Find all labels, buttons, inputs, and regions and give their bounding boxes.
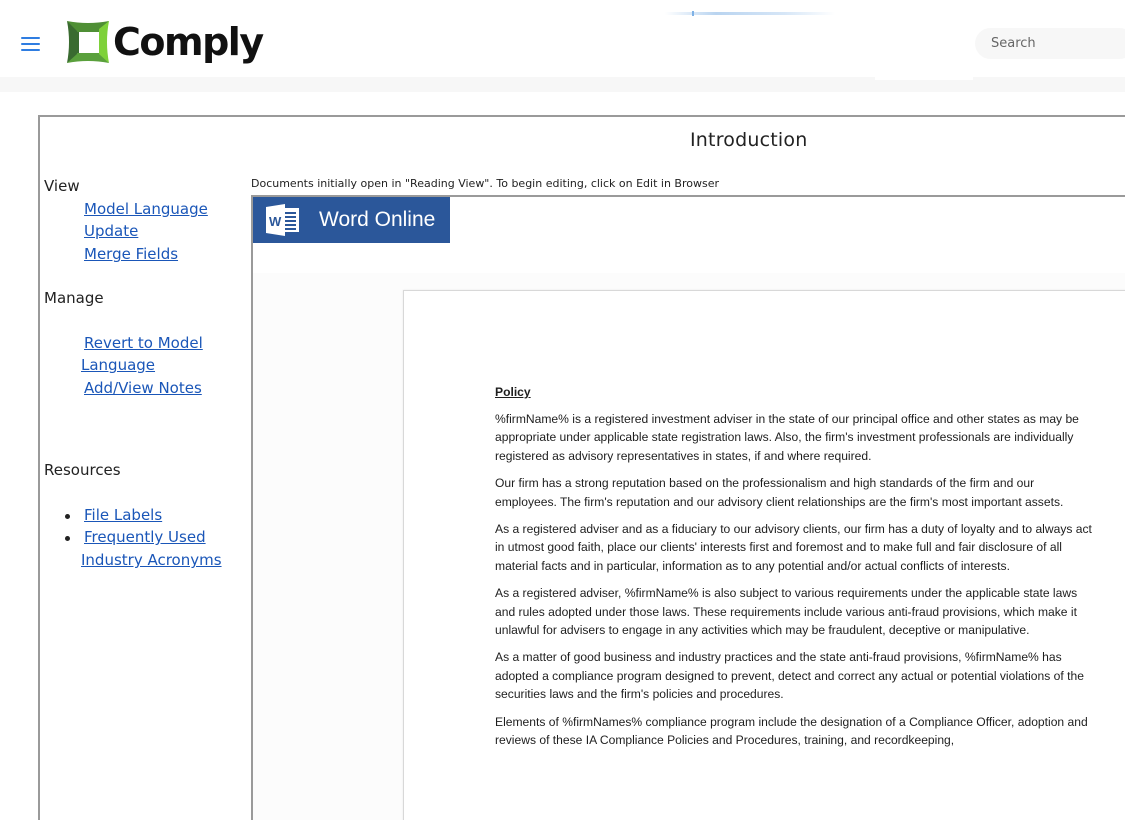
app-header [0, 0, 1125, 77]
document-paragraph: Elements of %firmNames% compliance program include the designation of a Compliance Officer, adoption and reviews of these IA Compliance Policies and Procedures, training, and recordkeeping, [495, 714, 1088, 747]
document-body [495, 383, 1095, 758]
word-online-label: Word Online [319, 208, 436, 231]
page-title: Introduction [690, 129, 808, 151]
document-paragraph: Our firm has a strong reputation based on the professionalism and high standards of the firm and our employees. The firm's reputation and our advisory client relationships are the firm's most important assets. [495, 476, 1064, 509]
comply-logo-mark-icon [65, 19, 111, 65]
sidebar-heading-resources: Resources [44, 461, 121, 479]
word-online-banner[interactable] [253, 197, 450, 243]
bullet-icon [65, 536, 70, 541]
sidebar-link-add-view-notes[interactable]: Add/View Notes [84, 379, 202, 397]
sidebar-heading-manage: Manage [44, 289, 104, 307]
sidebar-link-file-labels[interactable]: File Labels [84, 506, 163, 524]
svg-text:W: W [269, 214, 282, 229]
sidebar-link-frequently-used[interactable]: Frequently Used [84, 528, 206, 546]
sidebar-link-industry-acronyms[interactable]: Industry Acronyms [81, 551, 222, 569]
document-paragraph: As a registered adviser, %firmName% is also subject to various requirements under the applicable state laws and rules adopted under those laws. These requirements include various anti-fraud provisions, which make it unlawful for advisers to engage in any activities which may be fraudulent, deceptive or manipulative. [495, 586, 1078, 637]
reading-view-note: Documents initially open in "Reading View". To begin editing, click on Edit in Browser [251, 177, 719, 190]
hamburger-icon [21, 37, 40, 39]
document-heading: Policy [495, 385, 531, 399]
sidebar-link-model-language[interactable]: Model Language [84, 200, 208, 218]
sidebar-heading-view: View [44, 177, 80, 195]
sidebar-link-update[interactable]: Update [84, 222, 139, 240]
decorative-tick [692, 11, 694, 16]
sidebar-link-revert-to-model-language[interactable]: Language [81, 356, 156, 374]
hamburger-menu-button[interactable] [21, 37, 40, 51]
bullet-icon [65, 514, 70, 519]
brand-name: Comply [113, 20, 263, 64]
sidebar-link-merge-fields[interactable]: Merge Fields [84, 245, 179, 263]
subbar-notch [875, 77, 973, 80]
sidebar-link-revert-to-model[interactable]: Revert to Model [84, 334, 203, 352]
comply-logo[interactable] [65, 18, 263, 66]
decorative-line [665, 12, 835, 15]
word-icon [265, 203, 301, 237]
search-input[interactable] [975, 28, 1125, 59]
document-page [403, 290, 1125, 820]
word-online-viewer [251, 195, 1125, 820]
document-paragraph: As a matter of good business and industry practices and the state anti-fraud provisions, %firmName% has adopted a compliance program designed to prevent, detect and correct any actual or potential violations of the securities laws and the firm's policies and procedures. [495, 650, 1084, 701]
document-paragraph: %firmName% is a registered investment adviser in the state of our principal office and other states as may be appropriate under applicable state registration laws. Also, the firm's investment professionals are individually registered as advisory representatives in states, if and where required. [495, 412, 1079, 463]
document-paragraph: As a registered adviser and as a fiduciary to our advisory clients, our firm has a duty of loyalty and to always act in utmost good faith, place our clients' interests first and foremost and to make full and fair disclosure of all material facts and in particular, information as to any potential and/or actual conflicts of interests. [495, 522, 1092, 573]
content-frame [38, 115, 1125, 820]
